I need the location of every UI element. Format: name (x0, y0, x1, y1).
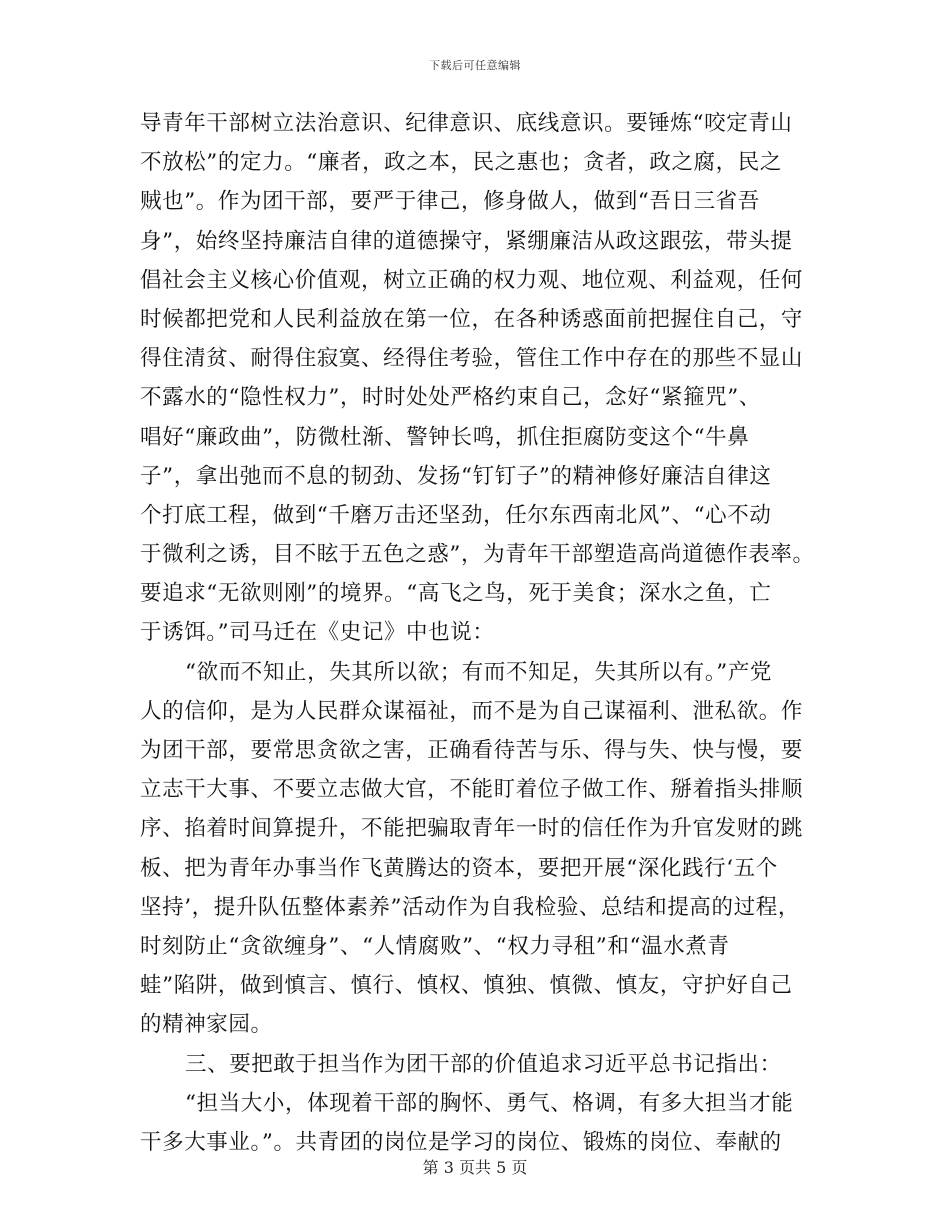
text-line: 贼也”。作为团干部，要严于律己，修身做人，做到“吾日三省吾 (140, 189, 760, 215)
text-line: 得住清贫、耐得住寂寞、经得住考验，管住工作中存在的那些不显山 (140, 346, 804, 372)
body-text (140, 104, 820, 1162)
text-line: 板、把为青年办事当作飞黄腾达的资本，要把开展“深化践行‘五个 (140, 855, 778, 881)
section-heading-line: 三、要把敢于担当作为团干部的价值追求习近平总书记指出： (185, 1051, 782, 1077)
text-line: 的精神家园。 (140, 1012, 273, 1038)
page-footer: 第 3 页共 5 页 (422, 1158, 528, 1177)
text-line: 蛙”陷阱，做到慎言、慎行、慎权、慎独、慎微、慎友，守护好自己 (140, 973, 793, 999)
text-line: 身”，始终坚持廉洁自律的道德操守，紧绷廉洁从政这跟弦，带头提 (140, 228, 793, 254)
text-line: 人的信仰，是为人民群众谋福祉，而不是为自己谋福利、泄私欲。作 (140, 698, 804, 724)
text-line: 于微利之诱，目不眩于五色之惑”，为青年干部塑造高尚道德作表率。 (140, 542, 815, 568)
text-line: 时候都把党和人民利益放在第一位，在各种诱惑面前把握住自己，守 (140, 306, 804, 332)
text-line: 立志干大事、不要立志做大官，不能盯着位子做工作、掰着指头排顺 (140, 777, 804, 803)
text-line: 个打底工程，做到“千磨万击还坚劲，任尔东西南北风”、“心不动 (140, 502, 772, 528)
paragraph-start-line: “欲而不知止，失其所以欲；有而不知足，失其所以有。”产党 (185, 659, 773, 685)
text-line: 不露水的“隐性权力”，时时处处严格约束自己，念好“紧箍咒”、 (140, 385, 761, 411)
text-line: 倡社会主义核心价值观，树立正确的权力观、地位观、利益观，任何 (140, 267, 804, 293)
text-line: 唱好“廉政曲”，防微杜渐、警钟长鸣，抓住拒腐防变这个“牛鼻 (140, 424, 750, 450)
text-line: 序、掐着时间算提升，不能把骗取青年一时的信任作为升官发财的跳 (140, 816, 804, 842)
text-line: 不放松”的定力。“廉者，政之本，民之惠也；贪者，政之腐，民之 (140, 150, 782, 176)
paragraph-start-line: “担当大小，体现着干部的胸怀、勇气、格调，有多大担当才能 (185, 1090, 794, 1116)
text-line: 导青年干部树立法治意识、纪律意识、底线意识。要锤炼“咬定青山 (140, 111, 793, 136)
text-line: 时刻防止“贪欲缠身”、“人情腐败”、“权力寻租”和“温水煮青 (140, 933, 730, 959)
text-line: 坚持’，提升队伍整体素养”活动作为自我检验、总结和提高的过程， (140, 894, 800, 920)
text-line: 子”，拿出弛而不息的韧劲、发扬“钉钉子”的精神修好廉洁自律这 (140, 463, 772, 489)
text-line: 于诱饵。”司马迁在《史记》中也说： (140, 620, 495, 646)
text-line: 为团干部，要常思贪欲之害，正确看待苦与乐、得与失、快与慢，要 (140, 738, 804, 763)
page-header: 下载后可任意编辑 (429, 59, 521, 72)
text-line: 干多大事业。”。共青团的岗位是学习的岗位、锻炼的岗位、奉献的 (140, 1129, 782, 1155)
text-line: 要追求“无欲则刚”的境界。“高飞之鸟，死于美食；深水之鱼，亡 (140, 581, 772, 607)
